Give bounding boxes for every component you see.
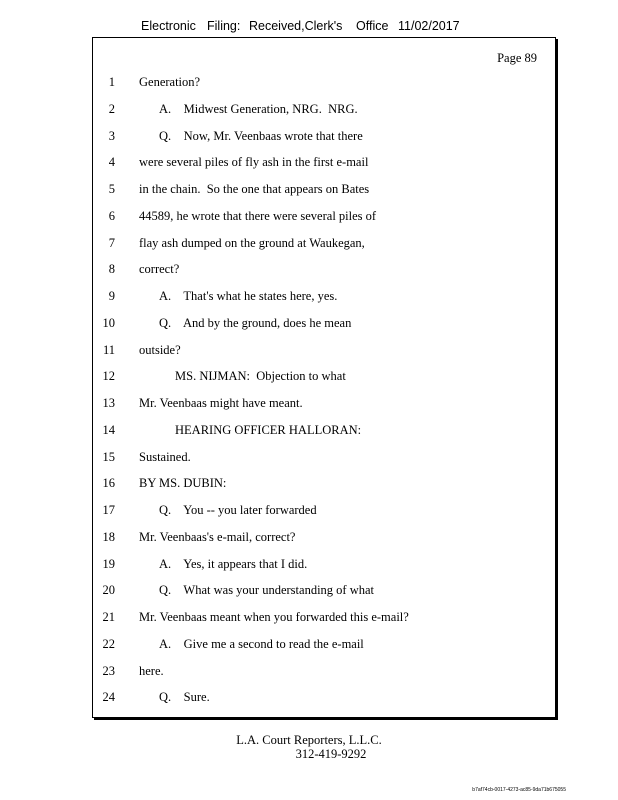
line-number: 12	[102, 369, 115, 384]
line-number: 2	[108, 101, 115, 116]
line-text: Mr. Veenbaas meant when you forwarded this e-mail?	[139, 610, 409, 624]
line-number: 14	[102, 422, 115, 437]
line-number: 1	[108, 75, 115, 89]
transcript-page	[92, 37, 556, 718]
line-number: 4	[108, 155, 115, 170]
line-number: 22	[102, 636, 115, 651]
line-number: 19	[102, 556, 115, 571]
transcript-line	[93, 75, 555, 95]
line-text: Mr. Veenbaas's e-mail, correct?	[139, 529, 296, 544]
line-number: 20	[102, 583, 115, 598]
line-number: 5	[108, 182, 115, 196]
line-text: MS. NIJMAN: Objection to what	[175, 369, 346, 384]
line-number: 21	[102, 610, 115, 624]
filing-word-filing: Filing:	[207, 19, 241, 33]
line-text: A. That's what he states here, yes.	[159, 289, 338, 303]
transcript-line	[93, 664, 555, 684]
filing-word-received-clerks: Received,Clerk's	[249, 19, 343, 33]
line-number: 23	[102, 663, 115, 678]
line-number: 7	[108, 235, 115, 250]
reporter-phone: 312-419-9292	[295, 747, 367, 761]
line-text: Q. Now, Mr. Veenbaas wrote that there	[159, 128, 363, 143]
transcript-line	[93, 530, 555, 550]
line-text: correct?	[139, 262, 180, 277]
line-text: A. Midwest Generation, NRG. NRG.	[159, 101, 358, 116]
filing-word-office: Office	[356, 19, 389, 33]
line-text: flay ash dumped on the ground at Waukegan,	[139, 235, 365, 250]
line-number: 24	[102, 690, 115, 705]
line-text: outside?	[139, 342, 181, 357]
reporter-company: L.A. Court Reporters, L.L.C.	[236, 733, 382, 747]
line-text: HEARING OFFICER HALLORAN:	[175, 422, 362, 437]
transcript-line	[93, 503, 555, 523]
line-text: Mr. Veenbaas might have meant.	[139, 396, 303, 410]
line-number: 13	[102, 396, 115, 410]
transcript-line	[93, 610, 555, 630]
line-text: BY MS. DUBIN:	[139, 476, 227, 491]
filing-word-electronic: Electronic	[141, 19, 196, 33]
transcript-line	[93, 102, 555, 122]
filing-date: 11/02/2017	[398, 19, 460, 33]
transcript-line	[93, 450, 555, 470]
document-hash: b7af74cb-0017-4273-ac85-9da71b675055	[472, 787, 566, 793]
line-number: 8	[108, 262, 115, 277]
transcript-line	[93, 182, 555, 202]
line-number: 6	[108, 208, 115, 223]
transcript-line	[93, 583, 555, 603]
transcript-line	[93, 690, 555, 710]
line-text: Q. What was your understanding of what	[159, 583, 375, 598]
page-number: Page 89	[497, 51, 537, 65]
line-text: Q. And by the ground, does he mean	[159, 315, 352, 330]
transcript-line	[93, 262, 555, 282]
line-text: 44589, he wrote that there were several piles of	[139, 208, 377, 223]
line-text: Generation?	[139, 75, 201, 89]
transcript-line	[93, 476, 555, 496]
line-text: Sustained.	[139, 449, 191, 464]
line-text: here.	[139, 663, 164, 678]
transcript-line	[93, 423, 555, 443]
line-number: 9	[108, 289, 115, 303]
transcript-line	[93, 396, 555, 416]
electronic-filing-header	[0, 19, 618, 37]
line-number: 10	[102, 315, 115, 330]
transcript-line	[93, 343, 555, 363]
transcript-line	[93, 369, 555, 389]
transcript-line	[93, 236, 555, 256]
line-text: were several piles of fly ash in the first e-mail	[139, 155, 369, 170]
line-number: 11	[102, 342, 115, 357]
line-text: A. Yes, it appears that I did.	[159, 556, 308, 571]
line-number: 15	[102, 449, 115, 464]
line-text: in the chain. So the one that appears on Bates	[139, 182, 370, 196]
transcript-line	[93, 155, 555, 175]
line-number: 18	[102, 529, 115, 544]
line-number: 17	[102, 503, 115, 517]
transcript-line	[93, 289, 555, 309]
line-text: Q. You -- you later forwarded	[159, 503, 317, 517]
line-text: Q. Sure.	[159, 690, 210, 705]
line-text: A. Give me a second to read the e-mail	[159, 636, 364, 651]
transcript-line	[93, 316, 555, 336]
transcript-line	[93, 129, 555, 149]
line-number: 16	[102, 476, 115, 491]
line-number: 3	[108, 128, 115, 143]
transcript-line	[93, 557, 555, 577]
transcript-line	[93, 209, 555, 229]
transcript-line	[93, 637, 555, 657]
